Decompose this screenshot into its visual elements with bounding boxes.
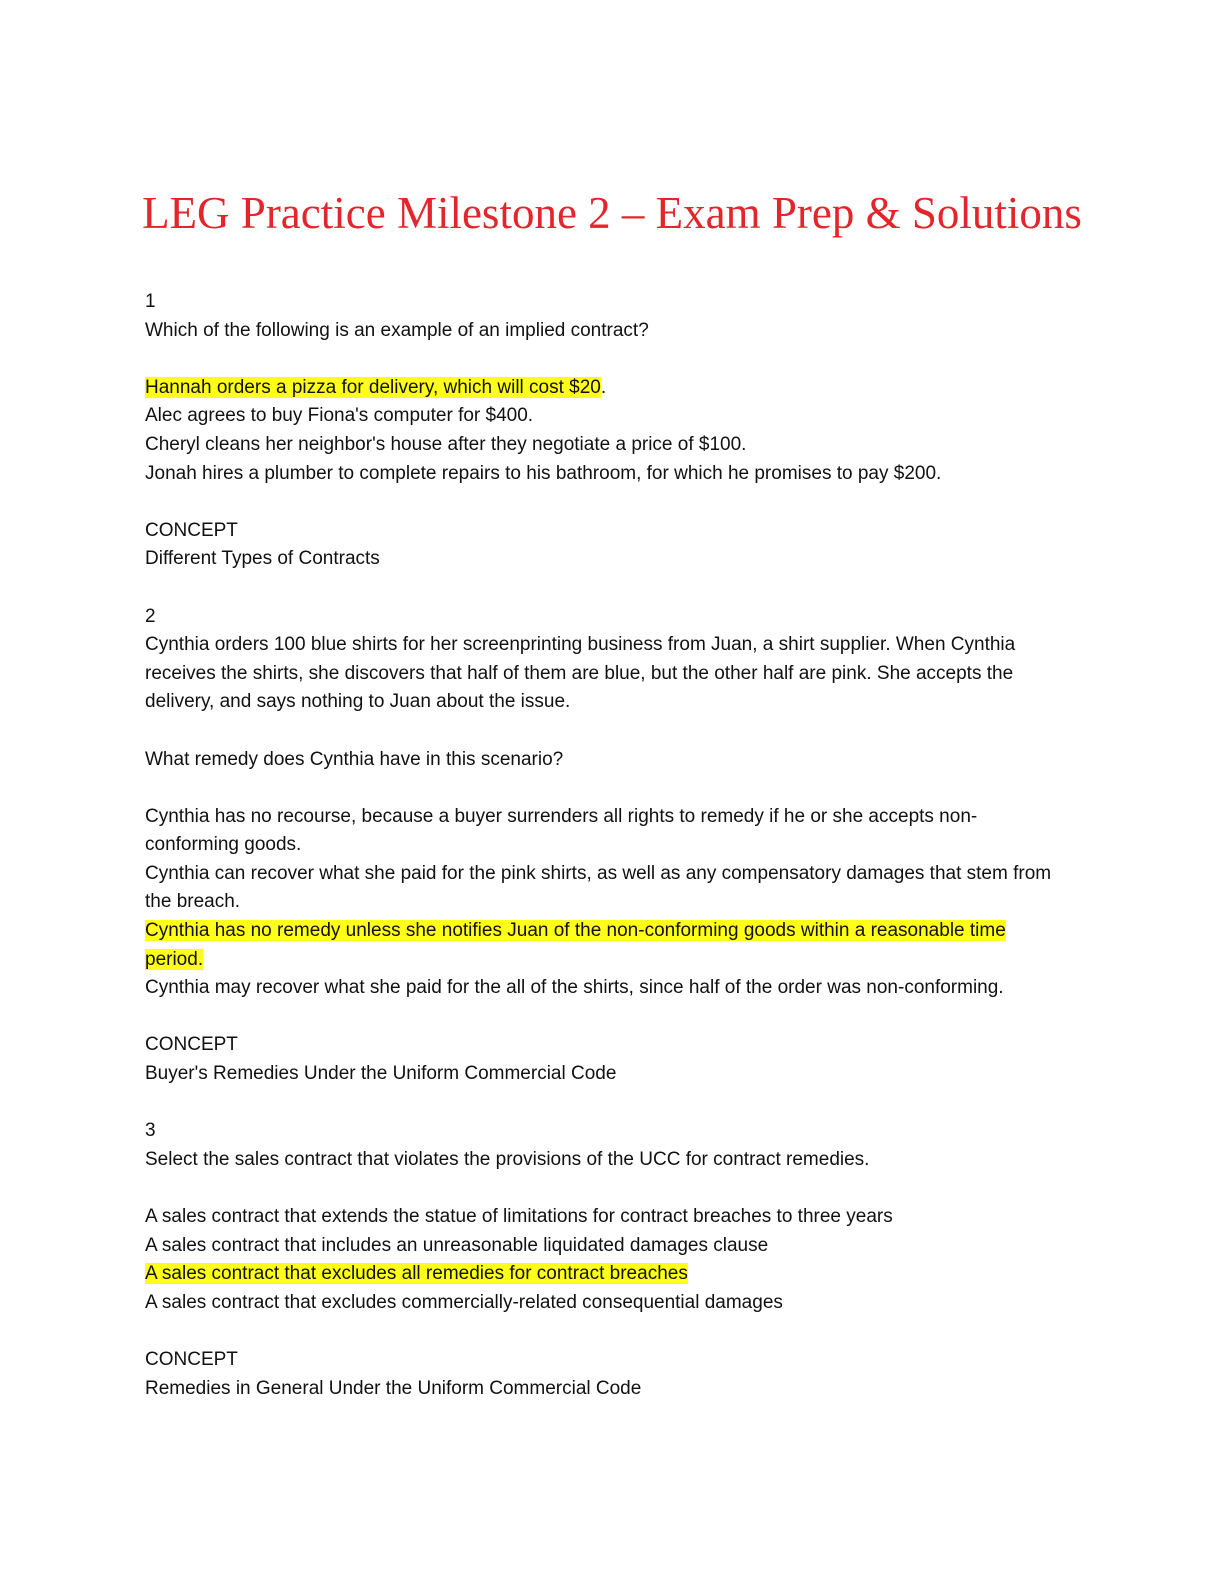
highlighted-answer: Cynthia has no remedy unless she notifies Juan of the non-conforming goods within a reasonable time period. <box>145 920 1006 970</box>
answer-option: Alec agrees to buy Fiona's computer for $400. <box>145 405 534 427</box>
question-number: 3 <box>145 1120 156 1142</box>
highlighted-answer: Hannah orders a pizza for delivery, which will cost $20 <box>145 376 601 398</box>
concept-heading: CONCEPT <box>145 1348 238 1370</box>
question-prompt: Select the sales contract that violates the provisions of the UCC for contract remedies. <box>145 1148 870 1170</box>
document-title: LEG Practice Milestone 2 – Exam Prep & Solutions <box>142 188 1082 238</box>
answer-option: Cynthia may recover what she paid for the all of the shirts, since half of the order was non-conforming. <box>145 977 1004 999</box>
answer-option: Jonah hires a plumber to complete repairs to his bathroom, for which he promises to pay $200. <box>145 462 942 484</box>
answer-option: A sales contract that excludes commercially-related consequential damages <box>145 1291 783 1313</box>
question-number: 1 <box>145 291 156 312</box>
answer-option: Cynthia can recover what she paid for the pink shirts, as well as any compensatory damages that stem from the breach. <box>145 862 1052 913</box>
answer-option: Cheryl cleans her neighbor's house after they negotiate a price of $100. <box>145 433 747 455</box>
document-body <box>145 288 1065 1403</box>
question-2 <box>145 603 1065 1118</box>
question-3 <box>145 1117 1065 1403</box>
question-number: 2 <box>145 605 156 627</box>
concept-text: Different Types of Contracts <box>145 548 380 570</box>
answer-option: A sales contract that extends the statue of limitations for contract breaches to three years <box>145 1206 893 1227</box>
answer-option: A sales contract that includes an unreasonable liquidated damages clause <box>145 1234 769 1256</box>
answer-option-trailing: . <box>600 376 607 398</box>
answer-option: Cynthia has no recourse, because a buyer surrenders all rights to remedy if he or she accepts non-conforming goods. <box>145 805 978 856</box>
concept-text: Buyer's Remedies Under the Uniform Commercial Code <box>145 1063 617 1085</box>
answer-option-correct <box>145 917 1065 974</box>
highlighted-answer: A sales contract that excludes all remedies for contract breaches <box>145 1263 688 1285</box>
question-prompt: Which of the following is an example of an implied contract? <box>145 319 649 341</box>
question-scenario: Cynthia orders 100 blue shirts for her screenprinting business from Juan, a shirt supplier. When Cynthia receives the shirts, she discovers that half of them are blue, but the other half are pink. She accepts the delivery, and says nothing to Juan about the issue. <box>145 634 1016 713</box>
question-1 <box>145 288 1065 603</box>
concept-text: Remedies in General Under the Uniform Commercial Code <box>145 1377 642 1399</box>
concept-heading: CONCEPT <box>145 519 238 541</box>
concept-heading: CONCEPT <box>145 1034 238 1056</box>
question-prompt: What remedy does Cynthia have in this scenario? <box>145 748 564 770</box>
answer-option-correct <box>145 1260 1065 1289</box>
answer-option-correct <box>145 374 1065 403</box>
